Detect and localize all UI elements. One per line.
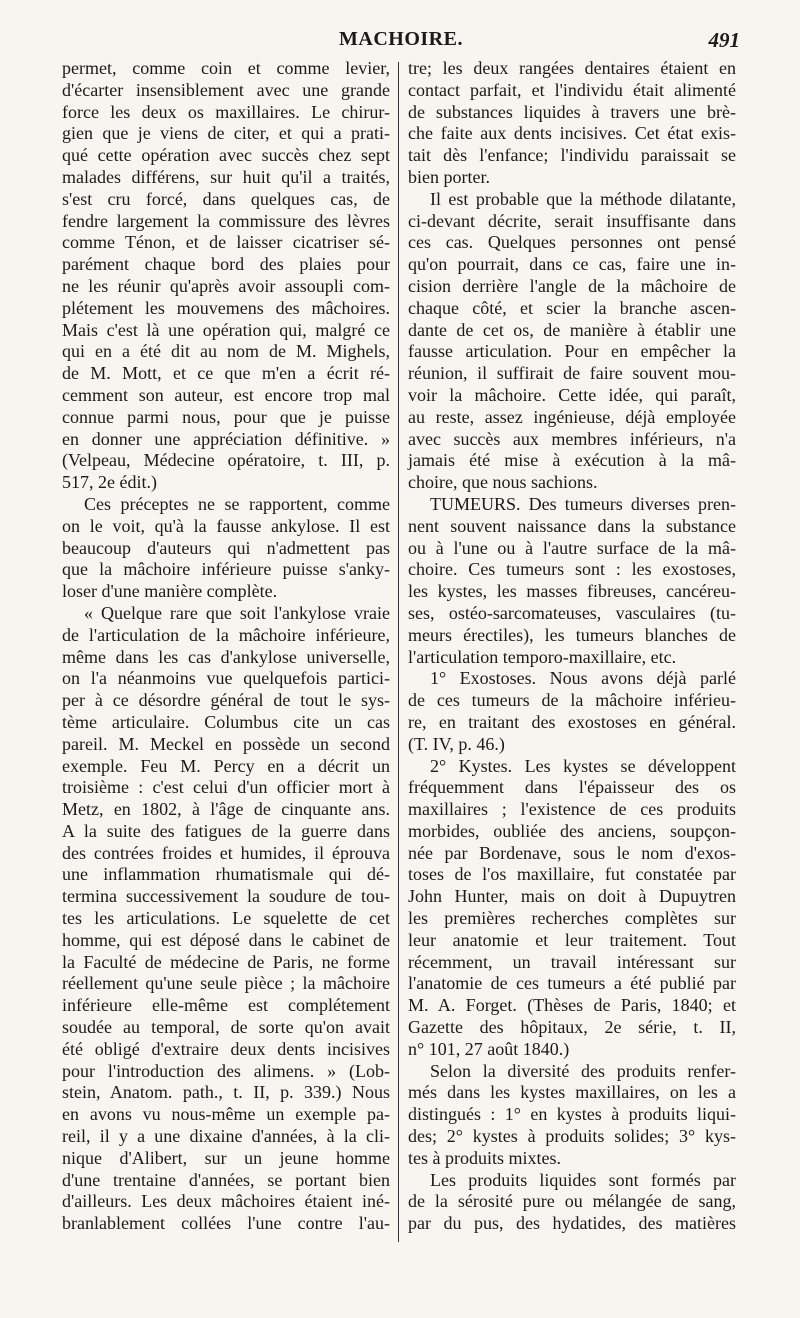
column-divider bbox=[398, 62, 399, 1242]
text-line: de la sérosité pure ou mélangée de sang, bbox=[408, 1191, 736, 1212]
text-line: exemple. Feu M. Percy en a décrit un bbox=[62, 755, 390, 776]
text-line: branlablement collées l'une contre l'au- bbox=[62, 1213, 390, 1234]
text-line: réellement qu'une seule pièce ; la mâchoire bbox=[62, 973, 390, 994]
text-line: qué cette opération avec succès chez sept bbox=[62, 145, 390, 166]
text-line: reil, il y a une dixaine d'années, à la cli- bbox=[62, 1126, 390, 1147]
text-line: Ces préceptes ne se rapportent, comme bbox=[84, 493, 390, 514]
text-line: (T. IV, p. 46.) bbox=[408, 733, 505, 754]
text-line: choire, que nous sachions. bbox=[408, 472, 598, 493]
text-line: bien porter. bbox=[408, 166, 490, 187]
text-line: des contrées froides et humides, il éprouva bbox=[62, 842, 390, 863]
text-line: « Quelque rare que soit l'ankylose vraie bbox=[84, 602, 390, 623]
text-line: fendre largement la commissure des lèvres bbox=[62, 210, 390, 231]
text-line: ne les réunir qu'après avoir assoupli com- bbox=[62, 275, 390, 296]
text-line: n° 101, 27 août 1840.) bbox=[408, 1038, 570, 1059]
text-line: de ces tumeurs de la mâchoire inférieu- bbox=[408, 690, 736, 711]
text-line: que la mâchoire inférieure puisse s'anky- bbox=[62, 559, 390, 580]
text-line: John Hunter, mais on doit à Dupuytren bbox=[408, 886, 736, 907]
text-line: loser d'une manière complète. bbox=[62, 581, 278, 602]
text-line: cemment son auteur, est encore trop mal bbox=[62, 384, 390, 405]
text-line: maxillaires ; l'existence de ces produits bbox=[408, 799, 736, 820]
text-line: d'ailleurs. Les deux mâchoires étaient iné- bbox=[62, 1191, 390, 1212]
text-line: l'anatomie de ces tumeurs a été publié par bbox=[408, 973, 736, 994]
text-line: tes les articulations. Le squelette de cet bbox=[62, 908, 390, 929]
text-line: contact parfait, et l'individu était alimenté bbox=[408, 79, 736, 100]
text-line: d'écarter insensiblement avec une grande bbox=[62, 79, 390, 100]
text-line: de substances liquides à travers une brè- bbox=[408, 101, 736, 122]
text-line: une inflammation rhumatismale qui dé- bbox=[62, 864, 390, 885]
text-line: même dans les cas d'ankylose universelle, bbox=[62, 646, 390, 667]
text-line: tes à produits mixtes. bbox=[408, 1147, 561, 1168]
text-line: voir la mâchoire. Cette idée, qui paraît, bbox=[408, 384, 736, 405]
text-line: fréquemment dans l'épaisseur des os bbox=[408, 777, 736, 798]
text-line: pour l'introduction des alimens. » (Lob- bbox=[62, 1060, 390, 1081]
text-line: A la suite des fatigues de la guerre dans bbox=[62, 820, 390, 841]
text-line: qui en a été dit au nom de M. Mighels, bbox=[62, 341, 390, 362]
text-line: la Faculté de médecine de Paris, ne forme bbox=[62, 951, 390, 972]
text-line: inférieure elle-même est complétement bbox=[62, 995, 390, 1016]
text-line: beaucoup d'auteurs qui n'admettent pas bbox=[62, 537, 390, 558]
text-line: TUMEURS. Des tumeurs diverses pren- bbox=[430, 493, 736, 514]
text-line: soudée au temporal, de sorte qu'on avait bbox=[62, 1017, 390, 1038]
text-line: nique d'Alibert, sur un jeune homme bbox=[62, 1147, 390, 1168]
text-line: més dans les kystes maxillaires, on les a bbox=[408, 1082, 736, 1103]
text-line: (Velpeau, Médecine opératoire, t. III, p. bbox=[62, 450, 390, 471]
text-line: per à ce désordre général de tout le sys- bbox=[62, 690, 390, 711]
page-header bbox=[62, 28, 740, 58]
text-line: fausse articulation. Pour en empêcher la bbox=[408, 341, 736, 362]
text-line: distingués : 1° en kystes à produits liqui- bbox=[408, 1104, 736, 1125]
text-line: chaque côté, et scier la branche ascen- bbox=[408, 297, 736, 318]
text-line: été obligé d'extraire deux dents incisives bbox=[62, 1038, 390, 1059]
text-line: ci-devant décrite, serait insuffisante dans bbox=[408, 210, 736, 231]
text-line: choire. Ces tumeurs sont : les exostoses, bbox=[408, 559, 736, 580]
text-line: au reste, assez ingénieuse, déjà employée bbox=[408, 406, 736, 427]
text-line: cision derrière l'angle de la mâchoire de bbox=[408, 275, 736, 296]
text-line: dante de cet os, de manière à établir une bbox=[408, 319, 736, 340]
text-line: parément chaque bord des plaies pour bbox=[62, 254, 390, 275]
text-line: on l'a néanmoins vue quelquefois partici- bbox=[62, 668, 390, 689]
text-line: l'articulation temporo-maxillaire, etc. bbox=[408, 646, 677, 667]
text-line: malades différens, sur huit qu'il a traités, bbox=[62, 166, 390, 187]
text-line: nent souvent naissance dans la substance bbox=[408, 515, 736, 536]
text-line: par du pus, des hydatides, des matières bbox=[408, 1213, 736, 1234]
text-line: comme Ténon, et de laisser cicatriser sé- bbox=[62, 232, 390, 253]
text-line: pareil. M. Meckel en possède un second bbox=[62, 733, 390, 754]
text-line: Gazette des hôpitaux, 2e série, t. II, bbox=[408, 1017, 736, 1038]
text-line: Selon la diversité des produits renfer- bbox=[430, 1060, 736, 1081]
running-title: MACHOIRE. bbox=[339, 28, 463, 50]
text-line: réunion, il suffirait de faire souvent mou- bbox=[408, 363, 736, 384]
page-number: 491 bbox=[708, 28, 740, 52]
text-line: leur anatomie et leur traitement. Tout bbox=[408, 929, 736, 950]
text-line: force les deux os maxillaires. Le chirur- bbox=[62, 101, 390, 122]
text-line: ces cas. Quelques personnes ont pensé bbox=[408, 232, 736, 253]
text-line: stein, Anatom. path., t. II, p. 339.) Nous bbox=[62, 1082, 390, 1103]
text-line: troisième : c'est celui d'un officier mort à bbox=[62, 777, 390, 798]
text-line: plétement les mouvemens des mâchoires. bbox=[62, 297, 390, 318]
text-line: avec succès aux membres inférieurs, n'a bbox=[408, 428, 736, 449]
text-line: re, en traitant des exostoses en général. bbox=[408, 711, 736, 732]
text-line: toses de l'os maxillaire, fut constatée par bbox=[408, 864, 736, 885]
text-line: morbides, oubliée des anciens, soupçon- bbox=[408, 820, 736, 841]
right-column bbox=[408, 58, 736, 1235]
text-line: née par Bordenave, sous le nom d'exos- bbox=[408, 842, 736, 863]
text-line: Il est probable que la méthode dilatante, bbox=[430, 188, 736, 209]
text-line: des; 2° kystes à produits solides; 3° kys- bbox=[408, 1126, 736, 1147]
text-line: les kystes, les masses fibreuses, cancéreu- bbox=[408, 581, 736, 602]
text-line: tème articulaire. Columbus cite un cas bbox=[62, 711, 390, 732]
text-line: tait dès l'enfance; l'individu paraissait se bbox=[408, 145, 736, 166]
text-line: Metz, en 1802, à l'âge de cinquante ans. bbox=[62, 799, 390, 820]
text-line: ses, ostéo-sarcomateuses, vasculaires (tu- bbox=[408, 602, 736, 623]
text-line: M. A. Forget. (Thèses de Paris, 1840; et bbox=[408, 995, 736, 1016]
text-line: permet, comme coin et comme levier, bbox=[62, 58, 390, 78]
left-column bbox=[62, 58, 390, 1235]
text-line: d'une trentaine d'années, se portant bien bbox=[62, 1169, 390, 1190]
text-line: en donner une appréciation définitive. » bbox=[62, 428, 390, 449]
text-line: les premières recherches complètes sur bbox=[408, 908, 736, 929]
text-line: s'est cru forcé, dans quelques cas, de bbox=[62, 188, 390, 209]
text-line: on le voit, qu'à la fausse ankylose. Il est bbox=[62, 515, 390, 536]
text-line: connue parmi nous, pour que je puisse bbox=[62, 406, 390, 427]
text-line: tre; les deux rangées dentaires étaient en bbox=[408, 58, 736, 78]
text-line: 517, 2e édit.) bbox=[62, 472, 157, 493]
text-line: che faite aux dents incisives. Cet état exis- bbox=[408, 123, 736, 144]
text-line: Mais c'est là une opération qui, malgré ce bbox=[62, 319, 390, 340]
text-line: homme, qui est déposé dans le cabinet de bbox=[62, 929, 390, 950]
text-line: ou à l'une ou à l'autre surface de la mâ- bbox=[408, 537, 736, 558]
text-line: meurs érectiles), les tumeurs blanches de bbox=[408, 624, 736, 645]
text-line: Les produits liquides sont formés par bbox=[430, 1169, 736, 1190]
text-line: qu'on pourrait, dans ce cas, faire une in- bbox=[408, 254, 736, 275]
text-line: gien que je viens de citer, et qui a prati- bbox=[62, 123, 390, 144]
text-line: 2° Kystes. Les kystes se développent bbox=[430, 755, 736, 776]
text-line: en avons vu nous-même un exemple pa- bbox=[62, 1104, 390, 1125]
text-line: termina successivement la soudure de tou- bbox=[62, 886, 390, 907]
text-line: de M. Mott, et ce que m'en a écrit ré- bbox=[62, 363, 390, 384]
text-line: 1° Exostoses. Nous avons déjà parlé bbox=[430, 668, 736, 689]
text-line: récemment, un travail intéressant sur bbox=[408, 951, 736, 972]
text-line: de l'articulation de la mâchoire inférieure, bbox=[62, 624, 390, 645]
text-line: jamais été mise à exécution à la mâ- bbox=[408, 450, 736, 471]
